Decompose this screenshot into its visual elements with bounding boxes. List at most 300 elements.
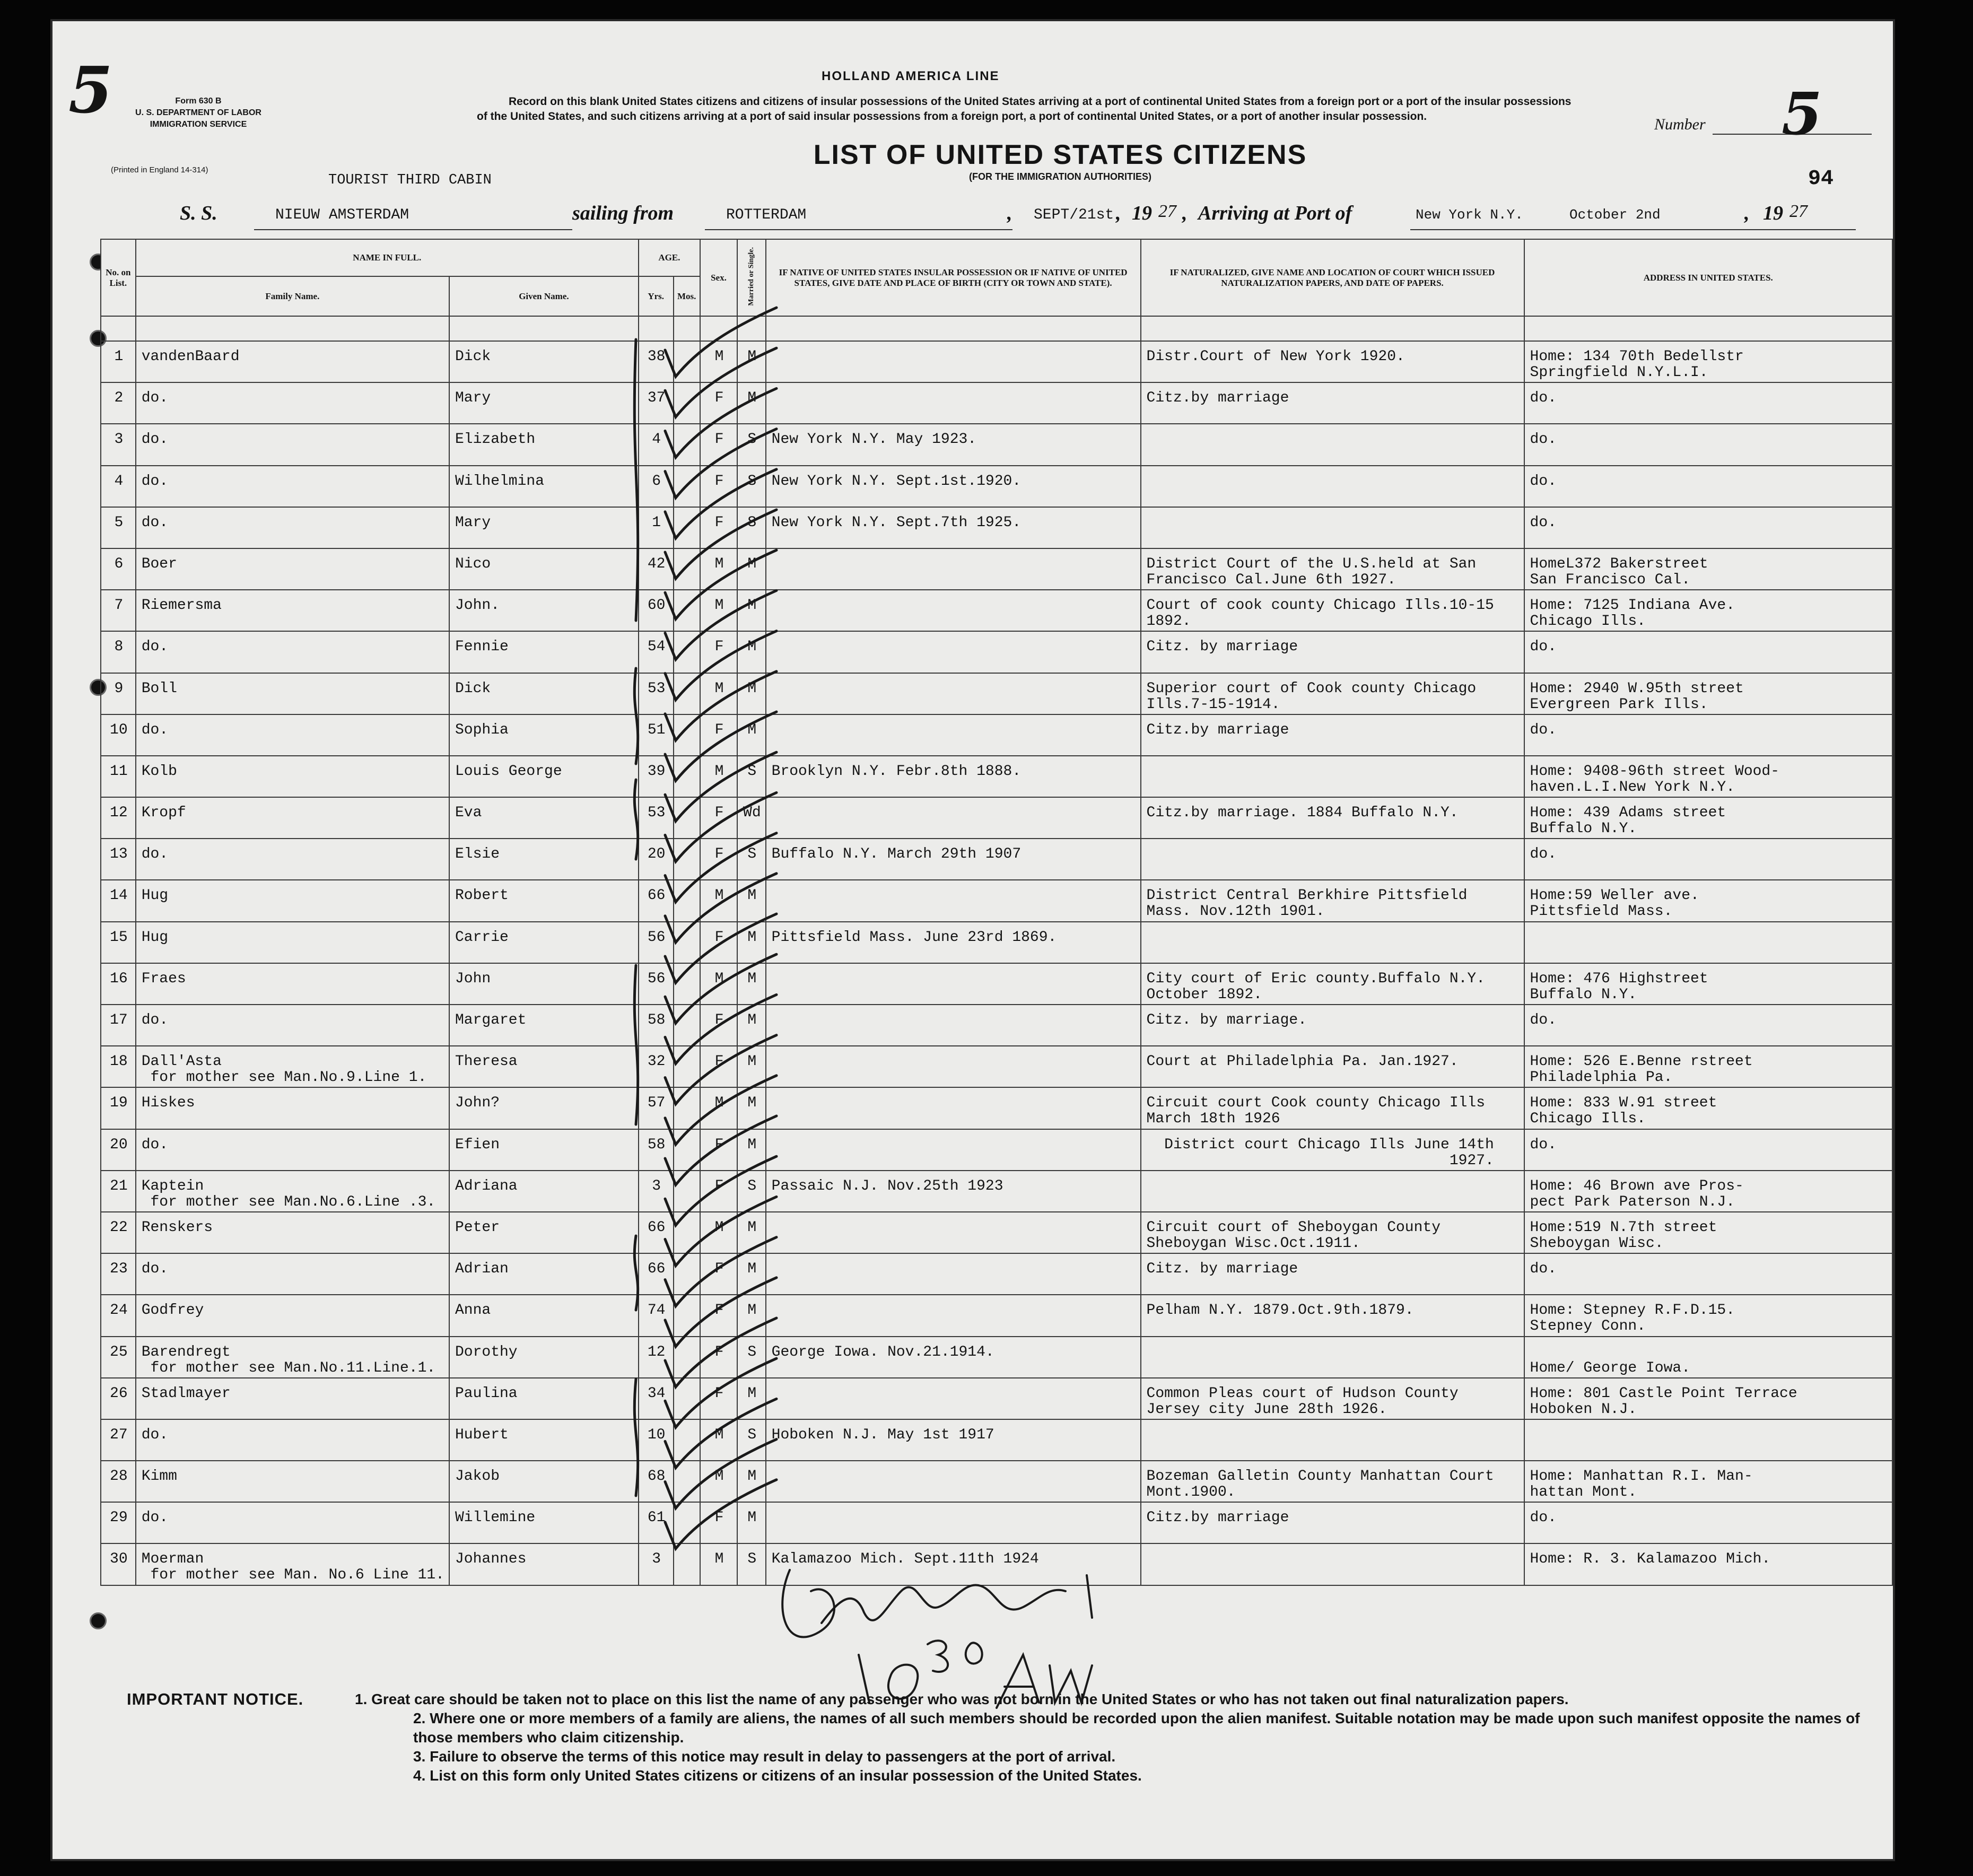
marital-status-cell [737, 1295, 766, 1336]
department: U. S. DEPARTMENT OF LABOR [135, 108, 261, 117]
marital-status-cell [737, 673, 766, 714]
naturalization-cell [1141, 673, 1524, 714]
age-months-cell [674, 797, 700, 839]
us-address-cell [1524, 1337, 1892, 1378]
age-months-cell [674, 631, 700, 673]
age-years: 1 [652, 514, 661, 531]
row-number-cell [101, 673, 136, 714]
given-name-cell [449, 1337, 639, 1378]
marital-status: S [747, 1551, 757, 1568]
row-number: 29 [110, 1509, 128, 1526]
naturalization-cell [1141, 714, 1524, 756]
table-row [101, 1502, 1892, 1543]
age-years-cell [639, 922, 674, 963]
given-name: Anna [455, 1302, 491, 1319]
row-number: 3 [114, 431, 124, 448]
us-address: Home: Stepney R.F.D.15. Stepney Conn. [1530, 1302, 1735, 1335]
row-number: 10 [110, 721, 128, 738]
age-years-cell [639, 839, 674, 880]
given-name: Wilhelmina [455, 473, 545, 490]
birth-info-cell [766, 963, 1141, 1005]
naturalization-cell [1141, 1461, 1524, 1502]
naturalization: Bozeman Galletin County Manhattan Court Mont.1900. [1146, 1468, 1494, 1501]
birth-info-cell [766, 1337, 1141, 1378]
naturalization: Citz. by marriage. [1146, 1012, 1307, 1028]
sex-cell [700, 1337, 737, 1378]
us-address-cell [1524, 1543, 1892, 1585]
given-name-cell [449, 963, 639, 1005]
manifest-sheet [50, 19, 1895, 1861]
birth-info [766, 1130, 1140, 1137]
birth-info: New York N.Y. May 1923. [771, 431, 977, 448]
us-address-cell [1524, 424, 1892, 465]
given-name-cell [449, 424, 639, 465]
table-row [101, 466, 1892, 507]
age-years-cell [639, 1378, 674, 1419]
given-name-cell [449, 1295, 639, 1336]
us-address: Home: 439 Adams street Buffalo N.Y. [1530, 805, 1726, 837]
table-row [101, 1129, 1892, 1171]
sailing-label: sailing from [572, 202, 674, 224]
marital-status-cell [737, 382, 766, 424]
sex: F [714, 514, 724, 531]
marital-status: M [747, 1012, 757, 1028]
sex-cell [700, 1295, 737, 1336]
row-number-cell [101, 507, 136, 548]
family-name-cell [136, 1337, 449, 1378]
us-address: do. [1530, 1012, 1557, 1028]
arrival-port: New York N.Y. [1416, 207, 1523, 223]
age-years: 58 [647, 1136, 666, 1153]
sail-year-prefix: 19 [1132, 202, 1152, 224]
family-name-cell [136, 631, 449, 673]
marital-status: M [747, 721, 757, 738]
birth-info-cell [766, 797, 1141, 839]
us-address: Home: 7125 Indiana Ave. Chicago Ills. [1530, 597, 1735, 630]
row-number: 8 [114, 639, 124, 656]
age-months-cell [674, 1253, 700, 1295]
row-number-cell [101, 1378, 136, 1419]
shipping-line: HOLLAND AMERICA LINE [822, 69, 1000, 83]
family-name: Kolb [141, 763, 177, 780]
family-name: do. [141, 639, 169, 656]
us-address-cell [1524, 1461, 1892, 1502]
given-name: Hubert [455, 1426, 509, 1443]
family-name: do. [141, 721, 169, 738]
family-name-cell [136, 1502, 449, 1543]
marital-status: S [747, 846, 757, 863]
us-address-cell [1524, 1419, 1892, 1461]
birth-info-cell [766, 1461, 1141, 1502]
marital-status-cell [737, 1253, 766, 1295]
form-number: Form 630 B [175, 97, 222, 106]
col-age: AGE. [639, 239, 700, 276]
naturalization-cell [1141, 1212, 1524, 1253]
birth-info [766, 715, 1140, 722]
marital-status: M [747, 1136, 757, 1153]
sex-cell [700, 1543, 737, 1585]
family-name: Hiskes [141, 1095, 195, 1112]
table-row [101, 922, 1892, 963]
spacer-cell [136, 316, 449, 341]
family-name: do. [141, 1509, 169, 1526]
row-number-cell [101, 1295, 136, 1336]
family-name: Fraes [141, 970, 186, 987]
spacer-cell [1524, 316, 1892, 341]
list-number: 5 [1782, 80, 1822, 148]
family-name: Stadlmayer [141, 1385, 231, 1402]
sex: M [714, 763, 724, 780]
table-row [101, 548, 1892, 590]
sail-year: 27 [1158, 202, 1176, 221]
birth-info [766, 1503, 1140, 1510]
given-name-cell [449, 1212, 639, 1253]
marital-status-cell [737, 1005, 766, 1046]
marital-status: M [747, 639, 757, 656]
sex: F [714, 721, 724, 738]
table-row [101, 839, 1892, 880]
family-name-cell [136, 963, 449, 1005]
age-years-cell [639, 756, 674, 797]
row-number: 22 [110, 1219, 128, 1236]
family-name-cell [136, 1378, 449, 1419]
spacer-cell [639, 316, 674, 341]
age-months-cell [674, 424, 700, 465]
given-name-cell [449, 1129, 639, 1171]
marital-status-cell [737, 548, 766, 590]
birth-info: Passaic N.J. Nov.25th 1923 [771, 1177, 1003, 1194]
notice-item-4: 4. List on this form only United States citizens or citizens of an insular possession of the United States. [413, 1767, 1142, 1784]
given-name: Dorothy [455, 1343, 518, 1360]
age-years-cell [639, 1129, 674, 1171]
naturalization-cell [1141, 1005, 1524, 1046]
marital-status-cell [737, 922, 766, 963]
family-name: Renskers [141, 1219, 213, 1236]
spacer-cell [101, 316, 136, 341]
given-name-cell [449, 1461, 639, 1502]
family-name: vandenBaard [141, 348, 240, 365]
age-years-cell [639, 341, 674, 382]
age-years-cell [639, 1171, 674, 1212]
arrival-underline [1410, 229, 1856, 230]
given-name-cell [449, 880, 639, 921]
sex-cell [700, 1461, 737, 1502]
sex: F [714, 1136, 724, 1153]
naturalization-cell [1141, 507, 1524, 548]
given-name: John? [455, 1095, 500, 1112]
punch-hole [90, 1612, 107, 1629]
birth-info [766, 1461, 1140, 1469]
comma-2: , [1116, 202, 1121, 224]
table-row [101, 963, 1892, 1005]
family-name: Godfrey [141, 1302, 204, 1319]
naturalization-cell [1141, 880, 1524, 921]
age-years: 39 [647, 763, 666, 780]
comma-3: , [1182, 202, 1188, 224]
us-address-cell [1524, 1378, 1892, 1419]
sex: M [714, 1426, 724, 1443]
arrival-year-prefix: 19 [1763, 202, 1783, 224]
sex: M [714, 597, 724, 614]
naturalization-cell [1141, 1087, 1524, 1129]
family-name-cell [136, 1253, 449, 1295]
us-address-cell [1524, 922, 1892, 963]
family-name-cell [136, 1419, 449, 1461]
table-row [101, 756, 1892, 797]
row-number-cell [101, 1212, 136, 1253]
row-number-cell [101, 590, 136, 631]
family-name: do. [141, 846, 169, 863]
page-subtitle: (FOR THE IMMIGRATION AUTHORITIES) [969, 171, 1151, 182]
sex-cell [700, 963, 737, 1005]
row-number: 28 [110, 1468, 128, 1485]
marital-status: M [747, 1219, 757, 1236]
age-months-cell [674, 1461, 700, 1502]
sex-cell [700, 839, 737, 880]
sex-cell [700, 466, 737, 507]
naturalization: District Central Berkhire Pittsfield Mass. Nov.12th 1901. [1146, 887, 1468, 920]
given-name-cell [449, 1502, 639, 1543]
age-years: 12 [647, 1343, 666, 1360]
age-years-cell [639, 1087, 674, 1129]
age-years: 56 [647, 970, 666, 987]
form-id-block [111, 95, 286, 130]
family-name-cell [136, 1129, 449, 1171]
row-number-cell [101, 382, 136, 424]
given-name-cell [449, 673, 639, 714]
age-years-cell [639, 880, 674, 921]
age-years: 66 [647, 887, 666, 904]
age-months-cell [674, 341, 700, 382]
sex-cell [700, 673, 737, 714]
marital-status-cell [737, 797, 766, 839]
age-months-cell [674, 1295, 700, 1336]
us-address-cell [1524, 1295, 1892, 1336]
naturalization: Citz.by marriage. 1884 Buffalo N.Y. [1146, 805, 1459, 822]
row-number: 26 [110, 1385, 128, 1402]
table-row [101, 590, 1892, 631]
birth-info [766, 1254, 1140, 1261]
sex: F [714, 1509, 724, 1526]
sex: F [714, 390, 724, 407]
given-name: John. [455, 597, 500, 614]
marital-status: M [747, 1095, 757, 1112]
table-row [101, 1461, 1892, 1502]
row-number-cell [101, 341, 136, 382]
row-number: 27 [110, 1426, 128, 1443]
sex: F [714, 1385, 724, 1402]
naturalization [1141, 1420, 1524, 1427]
row-number-cell [101, 1005, 136, 1046]
age-years: 53 [647, 805, 666, 822]
given-name: Dick [455, 680, 491, 697]
age-years-cell [639, 1543, 674, 1585]
marital-status-cell [737, 1419, 766, 1461]
col-no: No. on List. [101, 239, 136, 316]
naturalization-cell [1141, 424, 1524, 465]
ss-label: S. S. [180, 202, 217, 224]
row-number-cell [101, 424, 136, 465]
age-months-cell [674, 922, 700, 963]
family-name-cell [136, 922, 449, 963]
table-row [101, 1171, 1892, 1212]
given-name-cell [449, 714, 639, 756]
family-name: do. [141, 1261, 169, 1278]
age-years-cell [639, 382, 674, 424]
age-years-cell [639, 797, 674, 839]
given-name: Fennie [455, 639, 509, 656]
us-address: Home:59 Weller ave. Pittsfield Mass. [1530, 887, 1699, 920]
table-row [101, 1419, 1892, 1461]
age-years-cell [639, 1502, 674, 1543]
table-row [101, 382, 1892, 424]
row-number-cell [101, 797, 136, 839]
naturalization: Court at Philadelphia Pa. Jan.1927. [1146, 1053, 1459, 1070]
birth-info [766, 1378, 1140, 1386]
age-years: 34 [647, 1385, 666, 1402]
us-address: do. [1530, 639, 1557, 656]
row-number: 4 [114, 473, 124, 490]
family-name-cell [136, 880, 449, 921]
age-years: 66 [647, 1219, 666, 1236]
time-stroke [928, 1641, 948, 1672]
naturalization-cell [1141, 1129, 1524, 1171]
age-years-cell [639, 1461, 674, 1502]
naturalization-cell [1141, 797, 1524, 839]
birth-info-cell [766, 1502, 1141, 1543]
family-name-cell [136, 1005, 449, 1046]
age-years-cell [639, 1005, 674, 1046]
given-name: Louis George [455, 763, 562, 780]
us-address-cell [1524, 507, 1892, 548]
age-years: 42 [647, 555, 666, 572]
signature-stroke [822, 1585, 1066, 1623]
given-name-cell [449, 1253, 639, 1295]
age-years: 37 [647, 390, 666, 407]
sex-cell [700, 341, 737, 382]
age-months-cell [674, 714, 700, 756]
given-name-cell [449, 1419, 639, 1461]
us-address-cell [1524, 797, 1892, 839]
sex: M [714, 348, 724, 365]
age-months-cell [674, 507, 700, 548]
col-naturalized: IF NATURALIZED, GIVE NAME AND LOCATION OF COURT WHICH ISSUED NATURALIZATION PAPERS, AND DATE OF PAPERS. [1141, 239, 1524, 316]
spacer-cell [700, 316, 737, 341]
naturalization: Citz. by marriage [1146, 1261, 1298, 1278]
us-address-cell [1524, 880, 1892, 921]
age-years-cell [639, 631, 674, 673]
sex-cell [700, 880, 737, 921]
birth-info [766, 549, 1140, 556]
sex: F [714, 805, 724, 822]
birth-info-cell [766, 756, 1141, 797]
sex: M [714, 555, 724, 572]
age-years-cell [639, 548, 674, 590]
given-name-cell [449, 839, 639, 880]
marital-status: S [747, 1177, 757, 1194]
row-number: 7 [114, 597, 124, 614]
sex: F [714, 639, 724, 656]
us-address-cell [1524, 1253, 1892, 1295]
us-address [1525, 922, 1892, 930]
given-name-cell [449, 631, 639, 673]
family-name: Kropf [141, 805, 186, 822]
age-years: 53 [647, 680, 666, 697]
birth-info-cell [766, 466, 1141, 507]
sex-cell [700, 714, 737, 756]
naturalization [1141, 922, 1524, 930]
service: IMMIGRATION SERVICE [150, 120, 247, 129]
marital-status-cell [737, 590, 766, 631]
sex-cell [700, 756, 737, 797]
marital-status-cell [737, 631, 766, 673]
given-name-cell [449, 1005, 639, 1046]
age-years-cell [639, 507, 674, 548]
naturalization [1141, 466, 1524, 474]
sex: M [714, 1219, 724, 1236]
marital-status: S [747, 431, 757, 448]
naturalization-cell [1141, 590, 1524, 631]
age-months-cell [674, 839, 700, 880]
age-months-cell [674, 1378, 700, 1419]
row-number-cell [101, 466, 136, 507]
row-number: 1 [114, 348, 124, 365]
us-address: Home: Manhattan R.I. Man- hattan Mont. [1530, 1468, 1753, 1501]
table-row [101, 1212, 1892, 1253]
marital-status-cell [737, 1171, 766, 1212]
us-address-cell [1524, 1502, 1892, 1543]
family-name: Boer [141, 555, 177, 572]
sex-cell [700, 590, 737, 631]
family-name: Kimm [141, 1468, 177, 1485]
birth-info: Pittsfield Mass. June 23rd 1869. [771, 929, 1057, 946]
us-address-cell [1524, 1171, 1892, 1212]
sex-cell [700, 1046, 737, 1087]
port-underline [705, 229, 1012, 230]
birth-info-cell [766, 382, 1141, 424]
age-months-cell [674, 466, 700, 507]
birth-info-cell [766, 673, 1141, 714]
marital-status: M [747, 929, 757, 946]
given-name: Nico [455, 555, 491, 572]
birth-info-cell [766, 1129, 1141, 1171]
marital-status: M [747, 887, 757, 904]
age-months-cell [674, 673, 700, 714]
time-stroke [966, 1643, 982, 1663]
naturalization: Citz.by marriage [1146, 721, 1289, 738]
birth-info-cell [766, 1253, 1141, 1295]
marital-status-cell [737, 424, 766, 465]
given-name: Eva [455, 805, 482, 822]
marital-status-cell [737, 1502, 766, 1543]
table-row [101, 1295, 1892, 1336]
family-name: Hug [141, 929, 169, 946]
sex-cell [700, 1171, 737, 1212]
given-name-cell [449, 1087, 639, 1129]
age-years: 60 [647, 597, 666, 614]
family-name-cell [136, 1171, 449, 1212]
row-number: 18 [110, 1053, 128, 1070]
birth-info [766, 674, 1140, 681]
age-months-cell [674, 1171, 700, 1212]
arriving-label: Arriving at Port of [1198, 202, 1352, 224]
given-name-cell [449, 507, 639, 548]
family-name-cell [136, 548, 449, 590]
given-name: Elizabeth [455, 431, 536, 448]
row-number: 14 [110, 887, 128, 904]
us-address-cell [1524, 1005, 1892, 1046]
us-address: do. [1530, 514, 1557, 531]
